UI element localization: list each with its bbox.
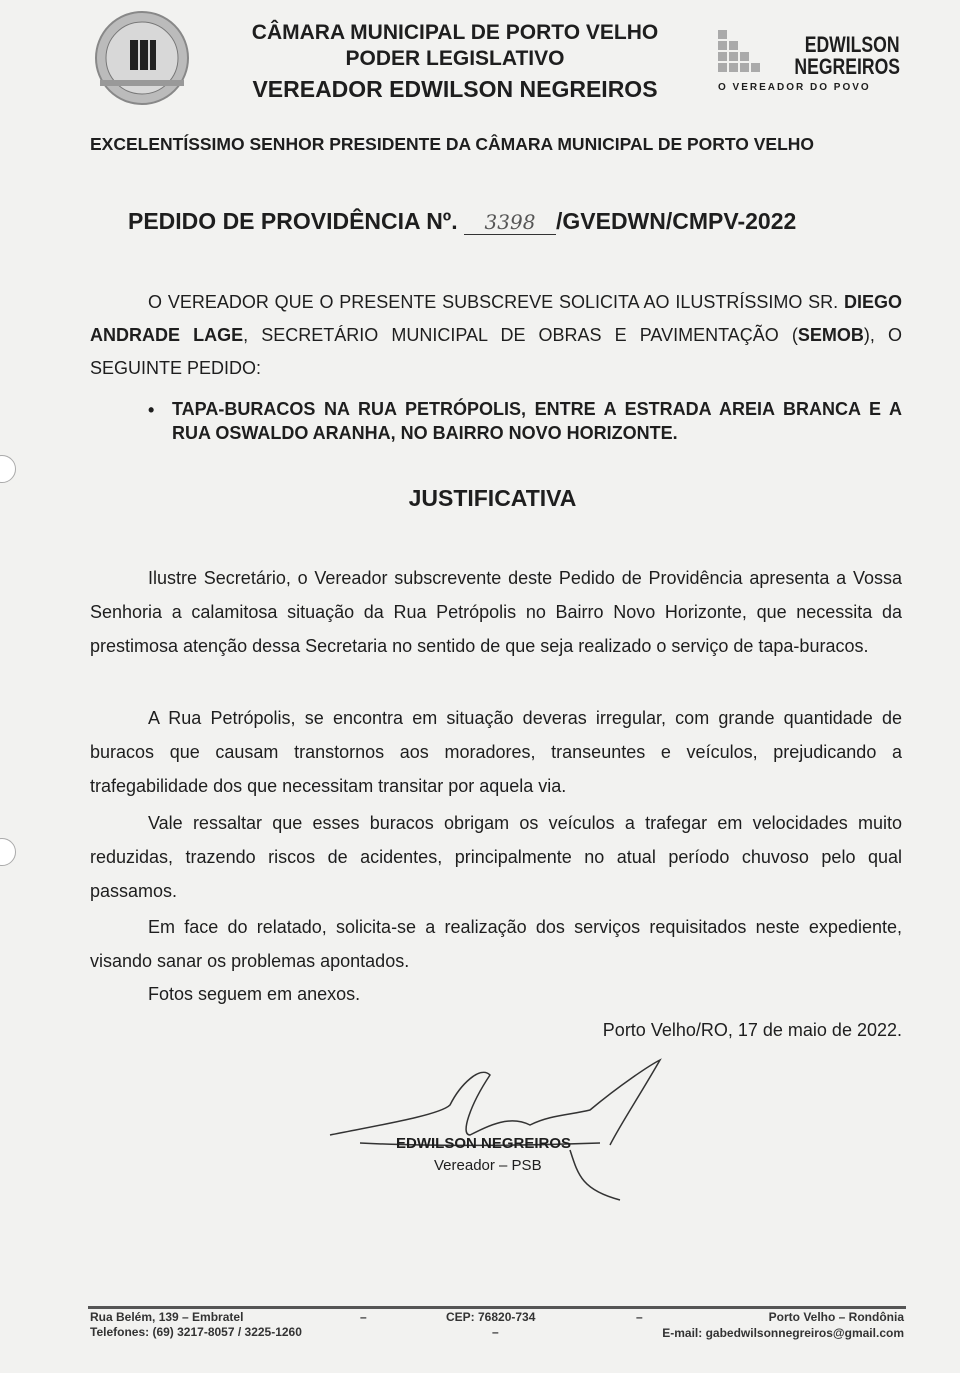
bullet-marker: •	[148, 400, 155, 420]
addressee: EXCELENTÍSSIMO SENHOR PRESIDENTE DA CÂMARA MUNICIPAL DE PORTO VELHO	[90, 134, 815, 154]
header-line3: VEREADOR EDWILSON NEGREIROS	[252, 76, 658, 102]
header-line1: CÂMARA MUNICIPAL DE PORTO VELHO	[251, 21, 659, 44]
logo-name1: EDWILSON	[805, 32, 900, 57]
signatory-role: Vereador – PSB	[434, 1157, 542, 1174]
footer-separator: –	[636, 1310, 643, 1324]
handwritten-number: 3398	[464, 210, 556, 235]
title-suffix: /GVEDWN/CMPV-2022	[555, 208, 797, 234]
punch-hole	[0, 455, 16, 483]
footer-separator: –	[360, 1310, 367, 1324]
document-title	[128, 208, 796, 235]
footer-phones: Telefones: (69) 3217-8057 / 3225-1260	[90, 1325, 302, 1339]
punch-hole	[0, 838, 16, 866]
signatory-name: EDWILSON NEGREIROS	[396, 1135, 572, 1152]
request-item: TAPA-BURACOS NA RUA PETRÓPOLIS, ENTRE A ESTRADA AREIA BRANCA E A RUA OSWALDO ARANHA, NO BAIRRO NOVO HORIZONTE.	[172, 399, 902, 443]
justification-heading: JUSTIFICATIVA	[408, 485, 577, 511]
logo-blocks-icon	[718, 30, 778, 80]
footer-separator: –	[492, 1325, 499, 1339]
date-line: Porto Velho/RO, 17 de maio de 2022.	[602, 1020, 902, 1040]
footer-cep: CEP: 76820-734	[446, 1310, 536, 1324]
title-prefix: PEDIDO DE PROVIDÊNCIA Nº.	[128, 208, 458, 234]
request-paragraph: O VEREADOR QUE O PRESENTE SUBSCREVE SOLICITA AO ILUSTRÍSSIMO SR. DIEGO ANDRADE LAGE, SECRETÁRIO MUNICIPAL DE OBRAS E PAVIMENTAÇÃO (SEMOB), O SEGUINTE PEDIDO:	[90, 292, 903, 378]
signature-drawing	[320, 1055, 670, 1205]
justification-paragraph: Fotos seguem em anexos.	[148, 984, 361, 1004]
footer-divider	[88, 1306, 906, 1309]
justification-paragraph: Ilustre Secretário, o Vereador subscrevente deste Pedido de Providência apresenta a Vossa Senhoria a calamitosa situação da Rua Petrópolis no Bairro Novo Horizonte, que necessita da prestimosa atenção dessa Secretaria no sentido de que seja realizado o serviço de tapa-buracos.	[90, 568, 902, 656]
justification-paragraph: Em face do relatado, solicita-se a realização dos serviços requisitados neste expediente, visando sanar os problemas apontados.	[90, 917, 902, 971]
header-line2: PODER LEGISLATIVO	[345, 47, 565, 70]
justification-paragraph: Vale ressaltar que esses buracos obrigam os veículos a trafegar em velocidades muito reduzidas, trazendo riscos de acidentes, principalmente no atual período chuvoso pelo qual passamos.	[90, 813, 902, 901]
councillor-logo	[716, 30, 902, 102]
logo-tagline: O VEREADOR DO POVO	[718, 82, 871, 93]
chamber-crest-logo	[92, 8, 192, 108]
footer-city: Porto Velho – Rondônia	[768, 1310, 904, 1324]
footer-address: Rua Belém, 139 – Embratel	[90, 1310, 244, 1324]
footer-email: E-mail: gabedwilsonnegreiros@gmail.com	[662, 1326, 904, 1340]
logo-name2: NEGREIROS	[794, 54, 900, 79]
justification-paragraph: A Rua Petrópolis, se encontra em situação deveras irregular, com grande quantidade de buracos que causam transtornos aos moradores, transeuntes e veículos, prejudicando a trafegabilidade dos que necessitam transitar por aquela via.	[90, 708, 902, 796]
